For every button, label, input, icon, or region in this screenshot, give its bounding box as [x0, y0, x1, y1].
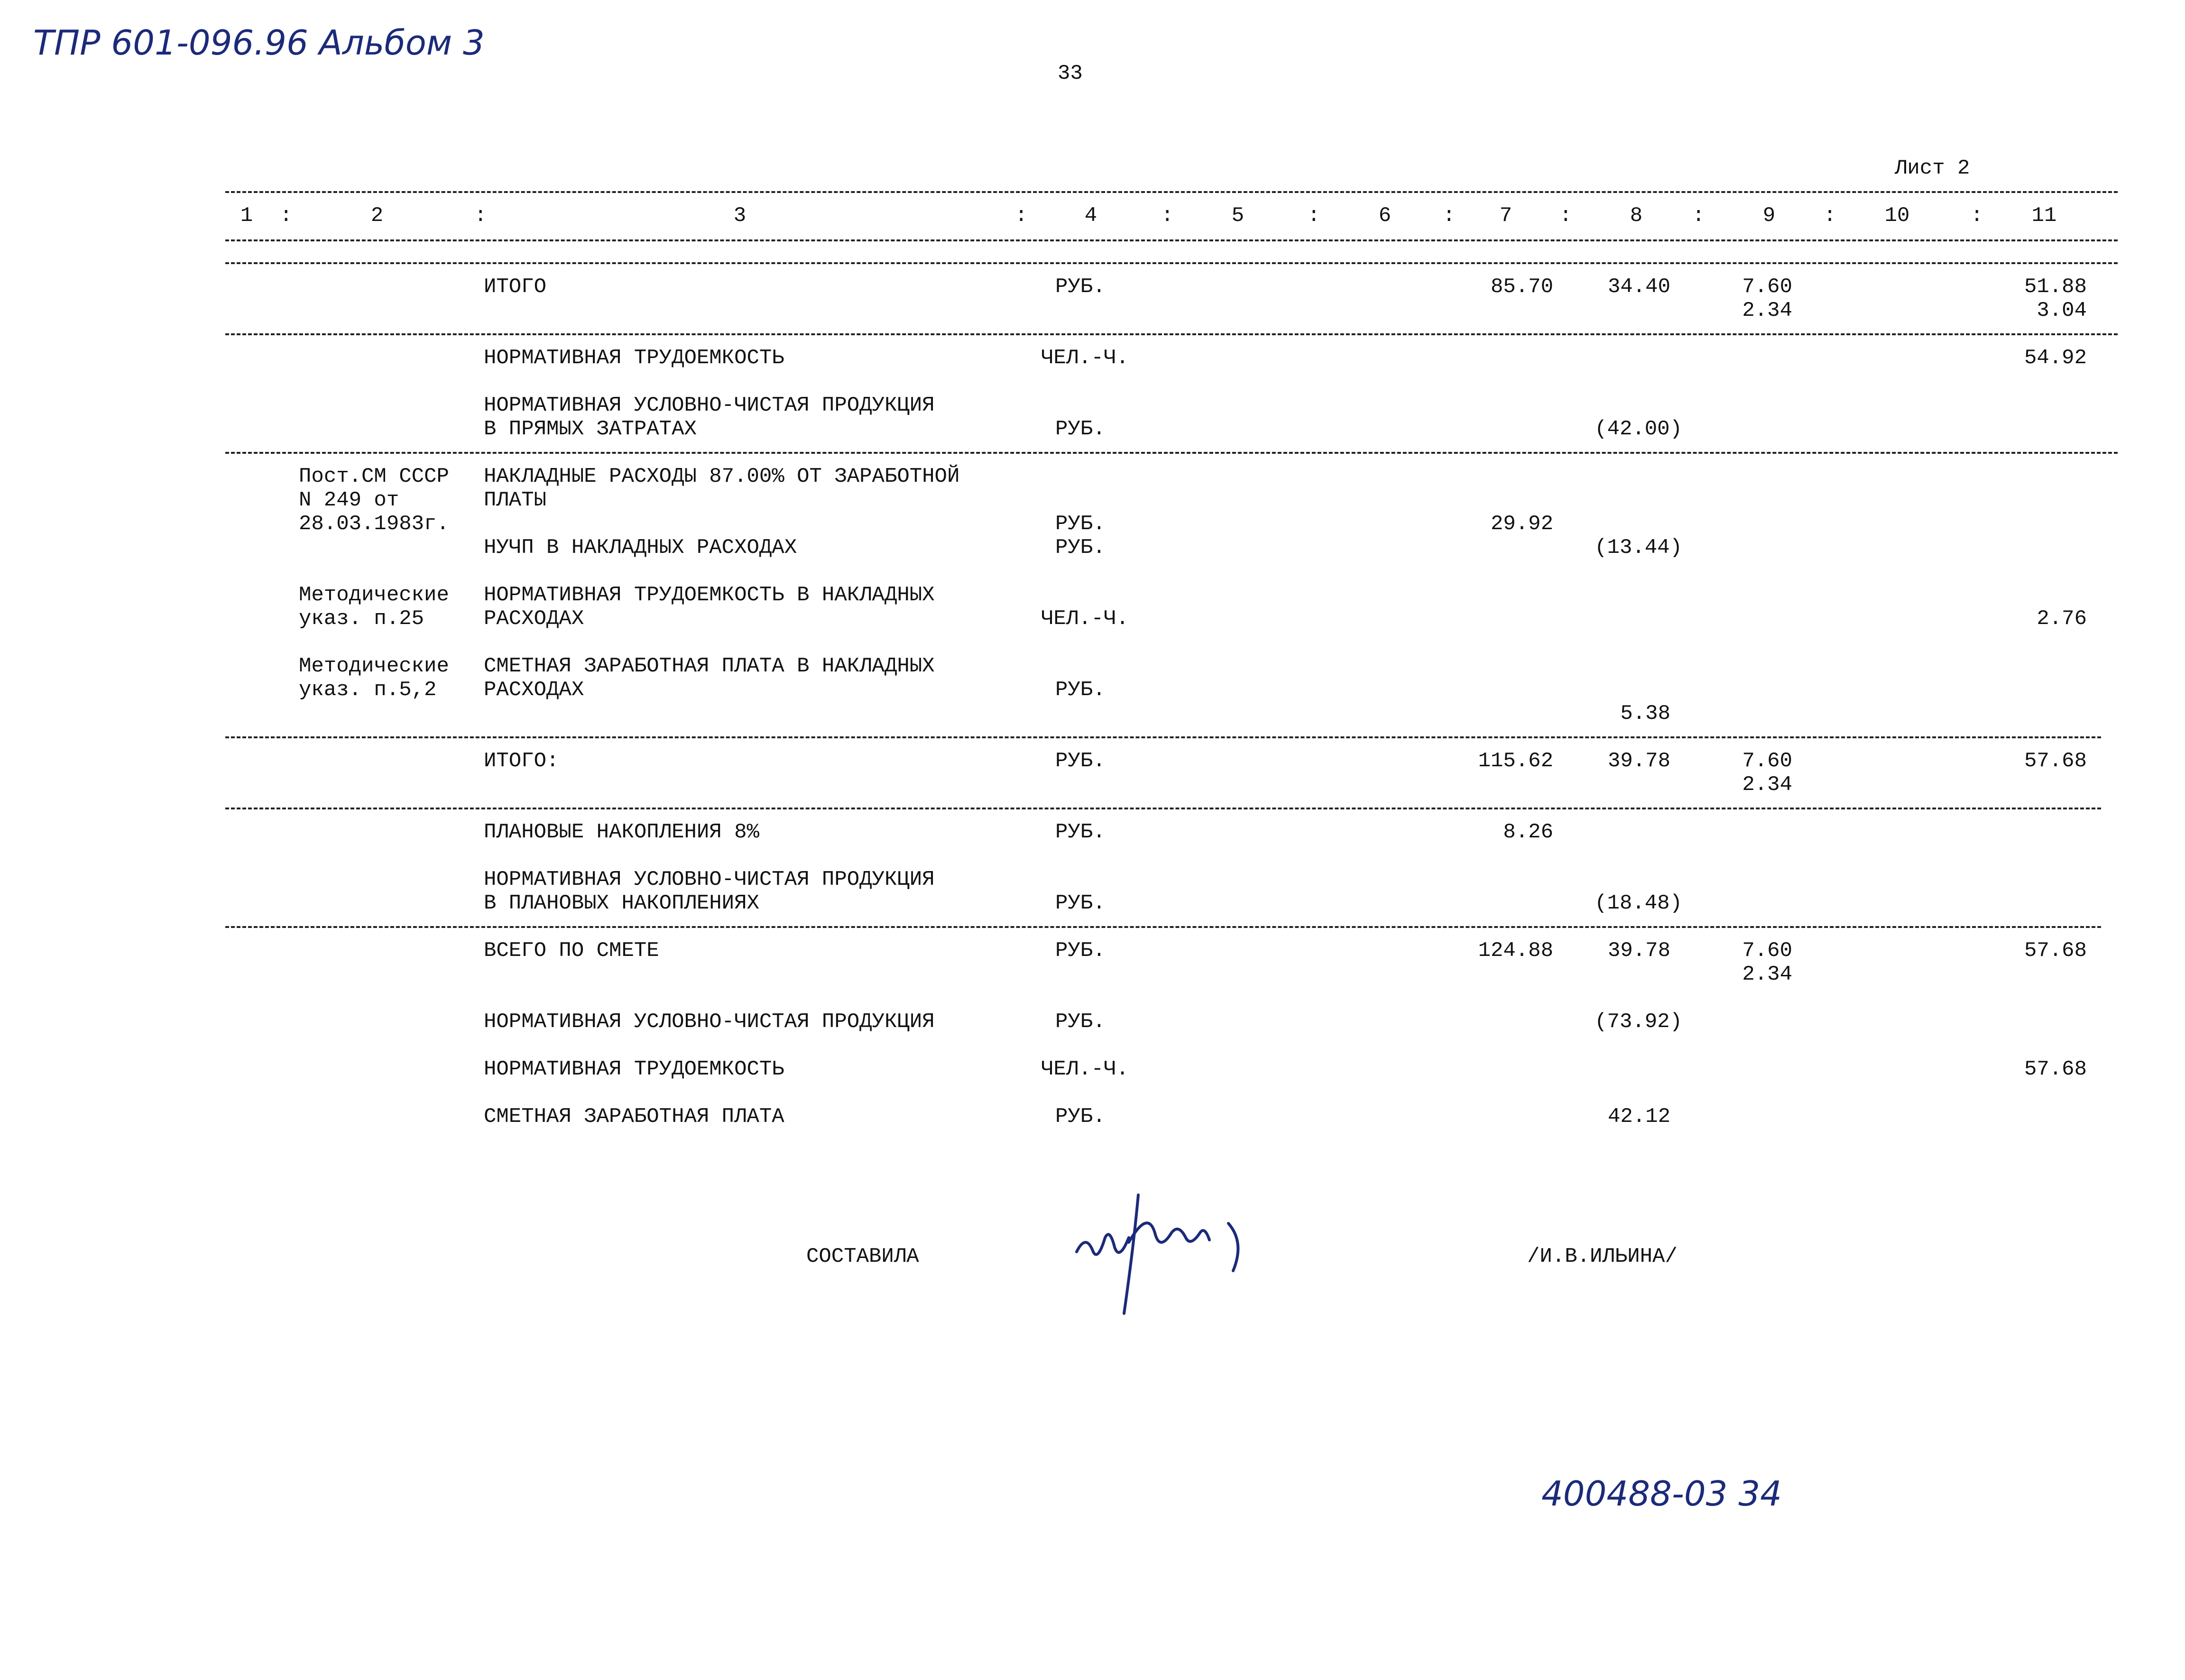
row-description: НОРМАТИВНАЯ УСЛОВНО-ЧИСТАЯ ПРОДУКЦИЯ	[484, 394, 935, 417]
row-value-col8: 39.78	[1607, 749, 1670, 773]
col-sep: :	[1161, 204, 1174, 228]
col-sep: :	[1824, 204, 1836, 228]
row-value-col9-sub: 2.34	[1742, 773, 1792, 797]
col-sep: :	[1443, 204, 1456, 228]
row-unit: РУБ.	[1055, 536, 1106, 560]
row-unit: ЧЕЛ.-Ч.	[1041, 346, 1129, 370]
col-header-11: 11	[2031, 204, 2057, 228]
row-description-cont: В ПРЯМЫХ ЗАТРАТАХ	[484, 417, 697, 441]
row-description: НАКЛАДНЫЕ РАСХОДЫ 87.00% ОТ ЗАРАБОТНОЙ	[484, 465, 960, 488]
row-basis-cont: указ. п.5,2	[299, 678, 437, 702]
row-value-col8: 34.40	[1607, 275, 1670, 299]
signature-icon	[1067, 1181, 1257, 1323]
row-description: ИТОГО	[484, 275, 547, 299]
row-value-col8: (42.00)	[1595, 417, 1682, 441]
row-value-col8: 42.12	[1607, 1105, 1670, 1129]
row-unit: ЧЕЛ.-Ч.	[1041, 607, 1129, 631]
row-value-col11: 2.76	[2037, 607, 2087, 631]
row-unit: РУБ.	[1055, 891, 1106, 915]
col-header-4: 4	[1084, 204, 1097, 228]
table-rule-1	[225, 333, 2118, 335]
table-rule-5	[225, 926, 2101, 928]
row-description-cont: ПЛАТЫ	[484, 488, 547, 512]
row-value-col9: 7.60	[1742, 939, 1792, 963]
row-basis: Методические	[299, 583, 449, 607]
row-value-col7: 115.62	[1478, 749, 1553, 773]
col-header-7: 7	[1499, 204, 1512, 228]
row-value-col11: 54.92	[2024, 346, 2087, 370]
row-description: ПЛАНОВЫЕ НАКОПЛЕНИЯ 8%	[484, 820, 759, 844]
row-description: НОРМАТИВНАЯ ТРУДОЕМКОСТЬ	[484, 1057, 784, 1081]
row-value-col7: 29.92	[1490, 512, 1553, 536]
row-basis-cont: 28.03.1983г.	[299, 512, 449, 536]
col-sep: :	[1015, 204, 1028, 228]
row-value-col11: 51.88	[2024, 275, 2087, 299]
row-unit: ЧЕЛ.-Ч.	[1041, 1057, 1129, 1081]
table-rule-header-bottom	[225, 239, 2118, 241]
sheet-label: Лист 2	[1895, 156, 1970, 180]
compiler-name: /И.В.ИЛЬИНА/	[1527, 1245, 1678, 1268]
row-description: НУЧП В НАКЛАДНЫХ РАСХОДАХ	[484, 536, 797, 560]
row-description-cont: В ПЛАНОВЫХ НАКОПЛЕНИЯХ	[484, 891, 759, 915]
col-header-10: 10	[1884, 204, 1910, 228]
row-value-col11-sub: 3.04	[2037, 299, 2087, 322]
row-value-col11: 57.68	[2024, 1057, 2087, 1081]
col-sep: :	[280, 204, 293, 228]
col-header-8: 8	[1630, 204, 1643, 228]
compiled-by-label: СОСТАВИЛА	[806, 1245, 919, 1268]
table-rule-body-top	[225, 262, 2118, 264]
row-value-col7: 8.26	[1503, 820, 1553, 844]
row-description: НОРМАТИВНАЯ ТРУДОЕМКОСТЬ В НАКЛАДНЫХ	[484, 583, 935, 607]
table-rule-top	[225, 191, 2118, 193]
page-number: 33	[1058, 62, 1083, 85]
row-basis: Методические	[299, 654, 449, 678]
col-header-5: 5	[1231, 204, 1245, 228]
row-basis: Пост.СМ СССР	[299, 465, 449, 488]
row-value-col9-sub: 2.34	[1742, 963, 1792, 986]
row-unit: РУБ.	[1055, 417, 1106, 441]
row-value-col8: 5.38	[1620, 702, 1670, 725]
row-basis-cont: указ. п.25	[299, 607, 424, 631]
col-sep: :	[1692, 204, 1705, 228]
row-description: НОРМАТИВНАЯ ТРУДОЕМКОСТЬ	[484, 346, 784, 370]
row-description: СМЕТНАЯ ЗАРАБОТНАЯ ПЛАТА В НАКЛАДНЫХ	[484, 654, 935, 678]
row-value-col11: 57.68	[2024, 749, 2087, 773]
row-value-col8: (13.44)	[1595, 536, 1682, 560]
col-header-9: 9	[1762, 204, 1776, 228]
row-description: НОРМАТИВНАЯ УСЛОВНО-ЧИСТАЯ ПРОДУКЦИЯ	[484, 868, 935, 891]
col-header-2: 2	[370, 204, 384, 228]
row-description: ВСЕГО ПО СМЕТЕ	[484, 939, 659, 963]
col-header-6: 6	[1378, 204, 1392, 228]
row-description: ИТОГО:	[484, 749, 559, 773]
col-header-3: 3	[733, 204, 747, 228]
table-rule-3	[225, 736, 2101, 738]
handwritten-document-ref: ТПР 601-096.96 Альбом 3	[33, 23, 485, 63]
col-sep: :	[1971, 204, 1983, 228]
row-value-col8: 39.78	[1607, 939, 1670, 963]
row-unit: РУБ.	[1055, 1010, 1106, 1034]
row-unit: РУБ.	[1055, 749, 1106, 773]
row-value-col8: (18.48)	[1595, 891, 1682, 915]
row-description: СМЕТНАЯ ЗАРАБОТНАЯ ПЛАТА	[484, 1105, 784, 1129]
row-unit: РУБ.	[1055, 512, 1106, 536]
col-header-1: 1	[240, 204, 253, 228]
row-unit: РУБ.	[1055, 275, 1106, 299]
row-unit: РУБ.	[1055, 939, 1106, 963]
row-basis-cont: N 249 от	[299, 488, 399, 512]
row-unit: РУБ.	[1055, 1105, 1106, 1129]
row-value-col9: 7.60	[1742, 275, 1792, 299]
row-unit: РУБ.	[1055, 678, 1106, 702]
row-value-col9: 7.60	[1742, 749, 1792, 773]
row-value-col9-sub: 2.34	[1742, 299, 1792, 322]
table-rule-4	[225, 808, 2101, 809]
row-description-cont: РАСХОДАХ	[484, 607, 584, 631]
row-description: НОРМАТИВНАЯ УСЛОВНО-ЧИСТАЯ ПРОДУКЦИЯ	[484, 1010, 935, 1034]
row-value-col8: (73.92)	[1595, 1010, 1682, 1034]
row-value-col7: 85.70	[1490, 275, 1553, 299]
row-value-col11: 57.68	[2024, 939, 2087, 963]
col-sep: :	[474, 204, 487, 228]
row-unit: РУБ.	[1055, 820, 1106, 844]
row-description-cont: РАСХОДАХ	[484, 678, 584, 702]
col-sep: :	[1308, 204, 1320, 228]
handwritten-number: 400488-03 34	[1541, 1474, 1782, 1514]
col-sep: :	[1559, 204, 1572, 228]
row-value-col7: 124.88	[1478, 939, 1553, 963]
table-rule-2	[225, 452, 2118, 454]
